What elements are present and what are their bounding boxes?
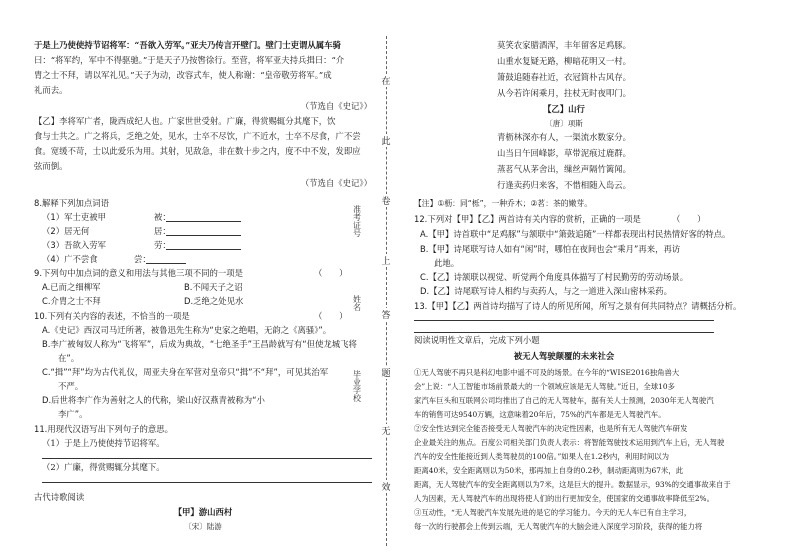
answer-paren[interactable]: （ ）: [314, 311, 348, 321]
gutter-char: 此: [377, 134, 395, 147]
q12-option: B.【甲】诗尾联写诗人如有“闲”时，哪怕在夜间也会“乘月”再来，再访: [420, 244, 681, 254]
question-8: 8.解释下列加点词语: [34, 198, 109, 208]
article-line: 人为因素，无人驾驶汽车的出现将使人们的出行更加安全，使国家的交通事故率降低至2%。: [414, 494, 714, 503]
gutter-char: 题: [377, 366, 395, 379]
q12-option: A.【甲】诗首联中“足鸡豚”与颔联中“箫鼓追随”一样都表现出村民热情好客的特点。: [420, 229, 731, 239]
q11-item: （1）于是上乃使使持节诏将军。: [42, 438, 165, 448]
poem-line: 行逢卖药归来客，不惜相随入岛云。: [497, 180, 631, 190]
poem-line: 莫笑农家腊酒浑，丰年留客足鸡豚。: [497, 40, 631, 50]
q11-answer-line[interactable]: [42, 482, 372, 483]
poem-b-author: 〔唐〕项斯: [545, 119, 583, 128]
gutter-char: 上: [377, 254, 395, 267]
question-13: 13.【甲】【乙】两首诗均描写了诗人的所见所闻，所写之景有何共同特点？请概括分析。: [414, 301, 742, 311]
passage-line: 胄之士不拜，请以军礼见。”天子为动，改容式车，使人称谢：“皇帝敬劳将军。”成: [34, 70, 332, 80]
q8-answer-line[interactable]: [146, 263, 186, 264]
poem-line: 蒸茗气从茅舍出，缫丝声隔竹篱闻。: [497, 164, 631, 174]
article-line: ③互动性，“无人驾驶汽车发展先进的是它的学习能力。今天的无人车已有自主学习，: [414, 508, 692, 517]
q8-answer-line[interactable]: [166, 235, 241, 236]
poem-line: 从今若许闲乘月，拄杖无时夜叩门。: [497, 88, 631, 98]
q8-item: （3）吾欲入劳军: [42, 240, 106, 250]
article-line: ①无人驾驶不再只是科幻电影中遥不可及的场景。在今年的“WISE2016独角兽大: [414, 368, 680, 377]
answer-paren[interactable]: （ ）: [314, 268, 348, 278]
q10-option: C.“揖”“拜”均为古代礼仪，周亚夫身在军营对皇帝只“揖”不“拜”，可见其治军: [42, 367, 329, 377]
q9-option: A.已而之细柳军: [42, 282, 101, 292]
q9-option: D.乏绝之处见水: [184, 296, 244, 306]
passage-line: 【乙】李将军广者，陇西成纪人也。广家世世受射。广廉，得赏赐辄分其麾下，饮: [34, 116, 336, 126]
gutter-char: 在: [377, 74, 395, 87]
gutter-char: 卷: [377, 194, 395, 207]
q11-item: （2）广廉，得赏赐辄分其麾下。: [42, 462, 165, 472]
section-heading: 阅读说明性文章后，完成下列小题: [414, 335, 540, 345]
q8-answer-line[interactable]: [166, 249, 241, 250]
question-12: 12.下列对【甲】【乙】两首诗有关内容的赏析，正确的一项是: [414, 214, 641, 224]
q8-item: （4）广不尝食: [42, 254, 98, 264]
article-line: 会”上说：“人工智能市场前景最大的一个领域应该是无人驾驶。”近日，全球10多: [414, 382, 675, 391]
article-line: 每一次的行驶都会上传到云端，无人驾驶汽车的大脑会进入深度学习阶段，获得的能力将: [414, 522, 703, 531]
exam-id-label: 准考证号: [352, 205, 362, 237]
passage-line: 食与士共之。广之将兵，乏绝之处，见水，士卒不尽饮，广不近水，士卒不尽食，广不尝: [34, 131, 361, 141]
q10-option: 在”。: [58, 353, 80, 363]
article-line: 企业最关注的焦点。百度公司相关部门负责人表示：将智能驾驶技术运用到汽车上后，无人驾驶: [414, 438, 725, 447]
q8-answer-label: 居：: [154, 226, 171, 236]
passage-line: 食。宽缓不苛，士以此爱乐为用。其射，见敌急，非在数十步之内，度不中不发，发即应: [34, 146, 361, 156]
poem-line: 青枥林深亦有人，一渠流水数家分。: [497, 132, 631, 142]
article-line: 距离40米，安全距离则以为50米，那再加上自身的0.2秒，制动距离则为67米，此: [414, 466, 684, 475]
q8-answer-label: 被：: [154, 212, 171, 222]
article-line: 家汽车巨头和互联网公司均推出了自己的无人驾驶车，据有关人士预测，2030年无人驾驶汽: [414, 396, 714, 405]
poem-line: 箫鼓追随春社近，衣冠简朴古风存。: [497, 72, 631, 82]
article-title: 被无人驾驶颠覆的未来社会: [513, 351, 615, 361]
q13-answer-line[interactable]: [414, 320, 714, 321]
article-line: 车的销售可达9540万辆，这意味着20年后，75%的汽车都是无人驾驶汽车。: [414, 410, 666, 419]
q8-item: （2）居无何: [42, 226, 90, 236]
article-line: ②安全性达到完全能否接受无人驾驶汽车的决定性因素，也是所有无人驾驶汽车研发: [414, 424, 688, 433]
poem-b-title: 【乙】山行: [543, 104, 585, 114]
gutter-char: 无: [377, 424, 395, 437]
question-9: 9.下列句中加点词的意义和用法与其他三项不同的一项是: [34, 268, 243, 278]
q9-option: C.介胄之士不拜: [42, 296, 101, 306]
poem-a-title: 【甲】游山西村: [173, 507, 233, 517]
q12-option: C.【乙】诗颔联以视觉、听觉两个角度具体描写了村民勤劳的劳动场景。: [420, 272, 689, 282]
source-note: （节选自《史记》）: [300, 178, 372, 188]
q9-option: B.不闻天子之诏: [184, 282, 243, 292]
q11-answer-line[interactable]: [42, 458, 372, 459]
passage-line: 礼而去。: [34, 85, 68, 95]
q8-answer-label: 尝：: [134, 254, 151, 264]
passage-line: 弦而倒。: [34, 161, 68, 171]
q10-option: D.后世将李广作为善射之人的代称，梁山好汉燕青被称为“小: [42, 395, 265, 405]
q13-answer-line[interactable]: [414, 332, 714, 333]
q10-option: B.李广被匈奴人称为“飞将军”，后成为典故，“七绝圣手”王昌龄就写有“但使龙城飞将: [42, 339, 357, 349]
question-10: 10.下列有关内容的表述，不恰当的一项是: [34, 311, 190, 321]
source-note: （节选自《史记》）: [300, 101, 372, 111]
passage-line: 曰：“将军约，军中不得驱驰。”于是天子乃按辔徐行。至营，将军亚夫持兵揖曰：“介: [34, 55, 345, 65]
article-line: 汽车的安全性能接近到人类驾驶员的100倍。”如果人在1.2秒内，利用时间以为: [414, 452, 670, 461]
poem-line: 山当日午回峰影，草带泥痕过鹿群。: [497, 148, 631, 158]
poem-a-author: 〔宋〕陆游: [184, 522, 222, 531]
q10-option: A.《史记》西汉司马迁所著，被鲁迅先生称为“史家之绝唱，无韵之《离骚》”。: [42, 325, 332, 335]
gutter-char: 答: [377, 308, 395, 321]
passage-line: 于是上乃使使持节诏将军：“吾欲入劳军。”亚夫乃传言开壁门。壁门士吏谓从属车骑: [34, 40, 341, 50]
left-page: [34, 0, 372, 560]
q12-option: 此地。: [434, 258, 460, 268]
q8-answer-line[interactable]: [166, 221, 241, 222]
school-label: 毕业学校: [352, 370, 362, 402]
article-line: 距离，无人驾驶汽车的安全距离则以为7米，这是巨大的提升。数据显示，93%的交通事故来自于: [414, 480, 731, 489]
q10-option: 不严。: [58, 381, 84, 391]
right-page: [414, 0, 742, 560]
poem-line: 山重水复疑无路，柳暗花明又一村。: [497, 56, 631, 66]
q12-option: D.【乙】诗尾联写诗人相约与卖药人，与之一道进入深山密林采药。: [420, 286, 672, 296]
poem-note: 【注】①枥：同“栎”，一种乔木；②茗：茶的嫩芽。: [414, 199, 592, 208]
question-11: 11.用现代汉语写出下列句子的意思。: [34, 424, 173, 434]
name-label: 姓名: [352, 295, 362, 311]
q8-answer-label: 劳：: [154, 240, 171, 250]
binding-line: [386, 36, 387, 546]
answer-paren[interactable]: （ ）: [672, 214, 706, 224]
q10-option: 李广”。: [58, 409, 88, 419]
gutter-char: 效: [377, 480, 395, 493]
q8-item: （1）军士吏被甲: [42, 212, 106, 222]
section-heading: 古代诗歌阅读: [34, 492, 85, 502]
